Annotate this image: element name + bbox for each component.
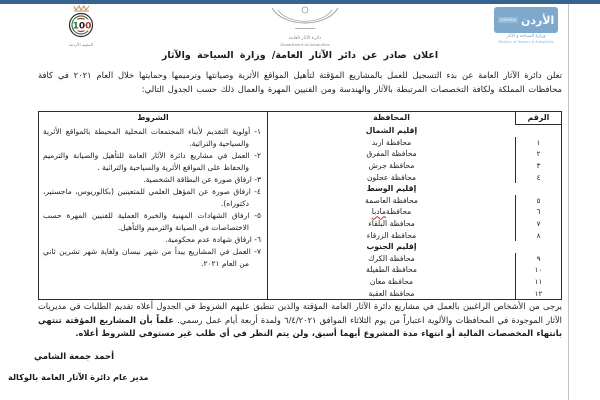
governorate-name: إقليم الوسط xyxy=(366,184,417,194)
table-row xyxy=(268,241,561,253)
dept-caption-ar: دائرة الآثار العامة xyxy=(288,36,322,41)
governorate-name: محافظة العقبة xyxy=(368,288,415,298)
centennial-arcs-icon xyxy=(44,2,118,38)
governorates-table xyxy=(38,111,562,300)
governorate-name: إقليم الشمال xyxy=(365,126,418,136)
ministry-of-tourism-logo xyxy=(494,7,558,45)
governorate-cell xyxy=(268,160,515,172)
row-number-cell: ٤ xyxy=(515,171,561,183)
table-row xyxy=(268,125,561,137)
governorate-cell xyxy=(268,195,515,207)
governorate-name: محافظة معان xyxy=(369,277,414,287)
governorate-cell xyxy=(268,206,515,218)
condition-item: ١- أولوية التقديم لأبناء المجتمعات المحلية المحيطة بالمواقع الأثرية والسياحية والتراثية. xyxy=(43,127,261,148)
governorate-cell xyxy=(268,264,515,276)
row-number-cell: ٣ xyxy=(515,160,561,172)
misspelled-word: مادبا xyxy=(371,207,386,217)
table-row xyxy=(268,276,561,288)
condition-item: ٢- العمل في مشاريع دائرة الآثار العامة للتأهيل والصيانة والترميم والحفاظ على المواقع الأثرية والسياحية والتراثية . xyxy=(43,151,261,172)
table-row xyxy=(268,218,561,230)
row-number-cell: ١٢ xyxy=(515,287,561,299)
row-number-cell: ٩ xyxy=(515,253,561,265)
governorate-cell xyxy=(268,276,515,288)
row-number-cell xyxy=(515,241,561,253)
department-of-antiquities-logo xyxy=(258,4,352,47)
governorate-name: محافظة الطفيلة xyxy=(366,265,417,275)
announcement-title: اعلان صادر عن دائر الآثار العامة/ وزارة السياحة والآثار xyxy=(161,50,439,61)
row-number-cell: ١٠ xyxy=(515,264,561,276)
row-number-cell: ٢ xyxy=(515,148,561,160)
header-number: الرقم xyxy=(515,112,561,125)
dept-caption-en: Department of Antiquities xyxy=(280,42,330,47)
conditions-list xyxy=(39,125,267,299)
governorate-cell xyxy=(268,125,515,137)
governorate-name: محافظة عجلون xyxy=(366,172,417,182)
ministry-caption-en: Ministry of Tourism & Antiquities xyxy=(498,40,554,44)
signature-name: أحمد جمعة الشامي xyxy=(34,352,115,362)
governorate-cell xyxy=(268,241,515,253)
closing-text: يرجى من الأشخاص الراغبين بالعمل في مشاريع دائرة الآثار العامة المؤقتة والذين تنطبق عليهم الشروط في الجدول أعلاه تقديم الطلبات في مديريات الآثار الموجودة في المحافظات والألوية اعتباراً من يوم الثلاثاء الموافق ٦/٤/٢٠٢١ ولمدة أربعة أيام عمل رسمي. xyxy=(38,301,562,325)
governorate-name: إقليم الجنوب xyxy=(366,242,417,252)
governorate-name: محافظة xyxy=(386,207,412,217)
conditions-column xyxy=(39,112,268,299)
row-number-cell: ١١ xyxy=(515,276,561,288)
centennial-caption: المئوية الأردنية xyxy=(68,42,93,47)
row-number-cell: ١ xyxy=(515,137,561,149)
row-number-cell: ٦ xyxy=(515,206,561,218)
table-row xyxy=(268,160,561,172)
condition-item: ٧- العمل في المشاريع يبدأ من شهر نيسان ولغاية شهر تشرين ثاني من العام ٢٠٢١. xyxy=(43,247,261,268)
governorate-cell xyxy=(268,287,515,299)
row-number-cell: ٥ xyxy=(515,195,561,207)
table-row xyxy=(268,229,561,241)
table-row xyxy=(268,253,561,265)
page-edge-line xyxy=(568,4,569,400)
governorate-name: محافظة الكرك xyxy=(368,253,415,263)
centennial-number: 100 xyxy=(72,21,92,32)
table-row xyxy=(268,195,561,207)
row-number-cell: ٨ xyxy=(515,229,561,241)
crown-icon xyxy=(74,6,89,10)
row-number-cell xyxy=(515,125,561,137)
row-number-cell xyxy=(515,183,561,195)
governorate-name: محافظة اربد xyxy=(371,137,412,147)
governorate-cell xyxy=(268,183,515,195)
table-row xyxy=(268,171,561,183)
header-conditions: الشروط xyxy=(137,113,169,122)
ministry-caption-ar: وزارة السياحة و الآثار xyxy=(506,34,546,39)
antiquities-emblem-icon xyxy=(262,4,348,32)
table-right-section xyxy=(268,112,561,299)
header-governorate: المحافظة xyxy=(373,113,410,122)
table-row xyxy=(268,287,561,299)
ministry-brand-en-badge: JORDAN xyxy=(499,18,516,22)
governorate-name: محافظة جرش xyxy=(368,161,415,171)
governorate-cell xyxy=(268,148,515,160)
condition-item: ٥- ارفاق الشهادات المهنية والخبرة العملية للفنيين المهرة حسب الاختصاصات في الصيانة والترميم والتأهيل. xyxy=(43,211,261,232)
signature-title: مدير عام دائرة الآثار العامة بالوكالة xyxy=(8,372,149,382)
governorate-cell xyxy=(268,137,515,149)
intro-paragraph: تعلن دائرة الآثار العامة عن بدء التسجيل للعمل بالمشاريع المؤقتة لتأهيل المواقع الأثرية وصيانتها وترميمها وحمايتها خلال العام ٢٠٢١ في كافة محافظات المملكة ولكافة التخصصات المرتبطة بالآثار والهندسة ومن الفنيين المهرة والعمال ذلك حسب الجدول التالي: xyxy=(38,70,563,95)
ministry-brand-ar: الأردن xyxy=(520,13,555,27)
table-row xyxy=(268,206,561,218)
governorate-cell xyxy=(268,171,515,183)
table-row xyxy=(268,137,561,149)
table-header-row xyxy=(268,112,561,125)
governorate-name: محافظة البلقاء xyxy=(368,219,415,229)
governorate-name: محافظة الزرقاء xyxy=(366,230,417,240)
governorate-name: محافظة المفرق xyxy=(366,149,417,159)
governorate-name: محافظة العاصمة xyxy=(365,195,418,205)
table-body xyxy=(268,125,561,299)
table-row xyxy=(268,183,561,195)
condition-item: ٤- ارفاق صورة عن المؤهل العلمي للمتعينين (بكالوريوس، ماجستير، دكتوراه). xyxy=(43,187,261,208)
table-row xyxy=(268,148,561,160)
jordan-centennial-logo xyxy=(44,2,118,47)
closing-paragraph xyxy=(38,300,562,341)
condition-item: ٣- ارفاق صورة عن البطاقة الشخصية. xyxy=(143,175,261,184)
condition-item: ٦- ارفاق شهادة عدم محكومية. xyxy=(165,235,261,244)
governorate-cell xyxy=(268,229,515,241)
ministry-brand-box xyxy=(494,7,558,33)
row-number-cell: ٧ xyxy=(515,218,561,230)
table-row xyxy=(268,264,561,276)
closing-bold-note: علماً بأن المشاريع المؤقتة تنتهي بانتهاء المخصصات المالية أو انتهاء مدة المشروع أيهما أسبق، ولن يتم النظر في أي طلب غير مستوفي للشروط أعلاه. xyxy=(38,314,562,339)
governorate-cell xyxy=(268,253,515,265)
governorate-cell xyxy=(268,218,515,230)
